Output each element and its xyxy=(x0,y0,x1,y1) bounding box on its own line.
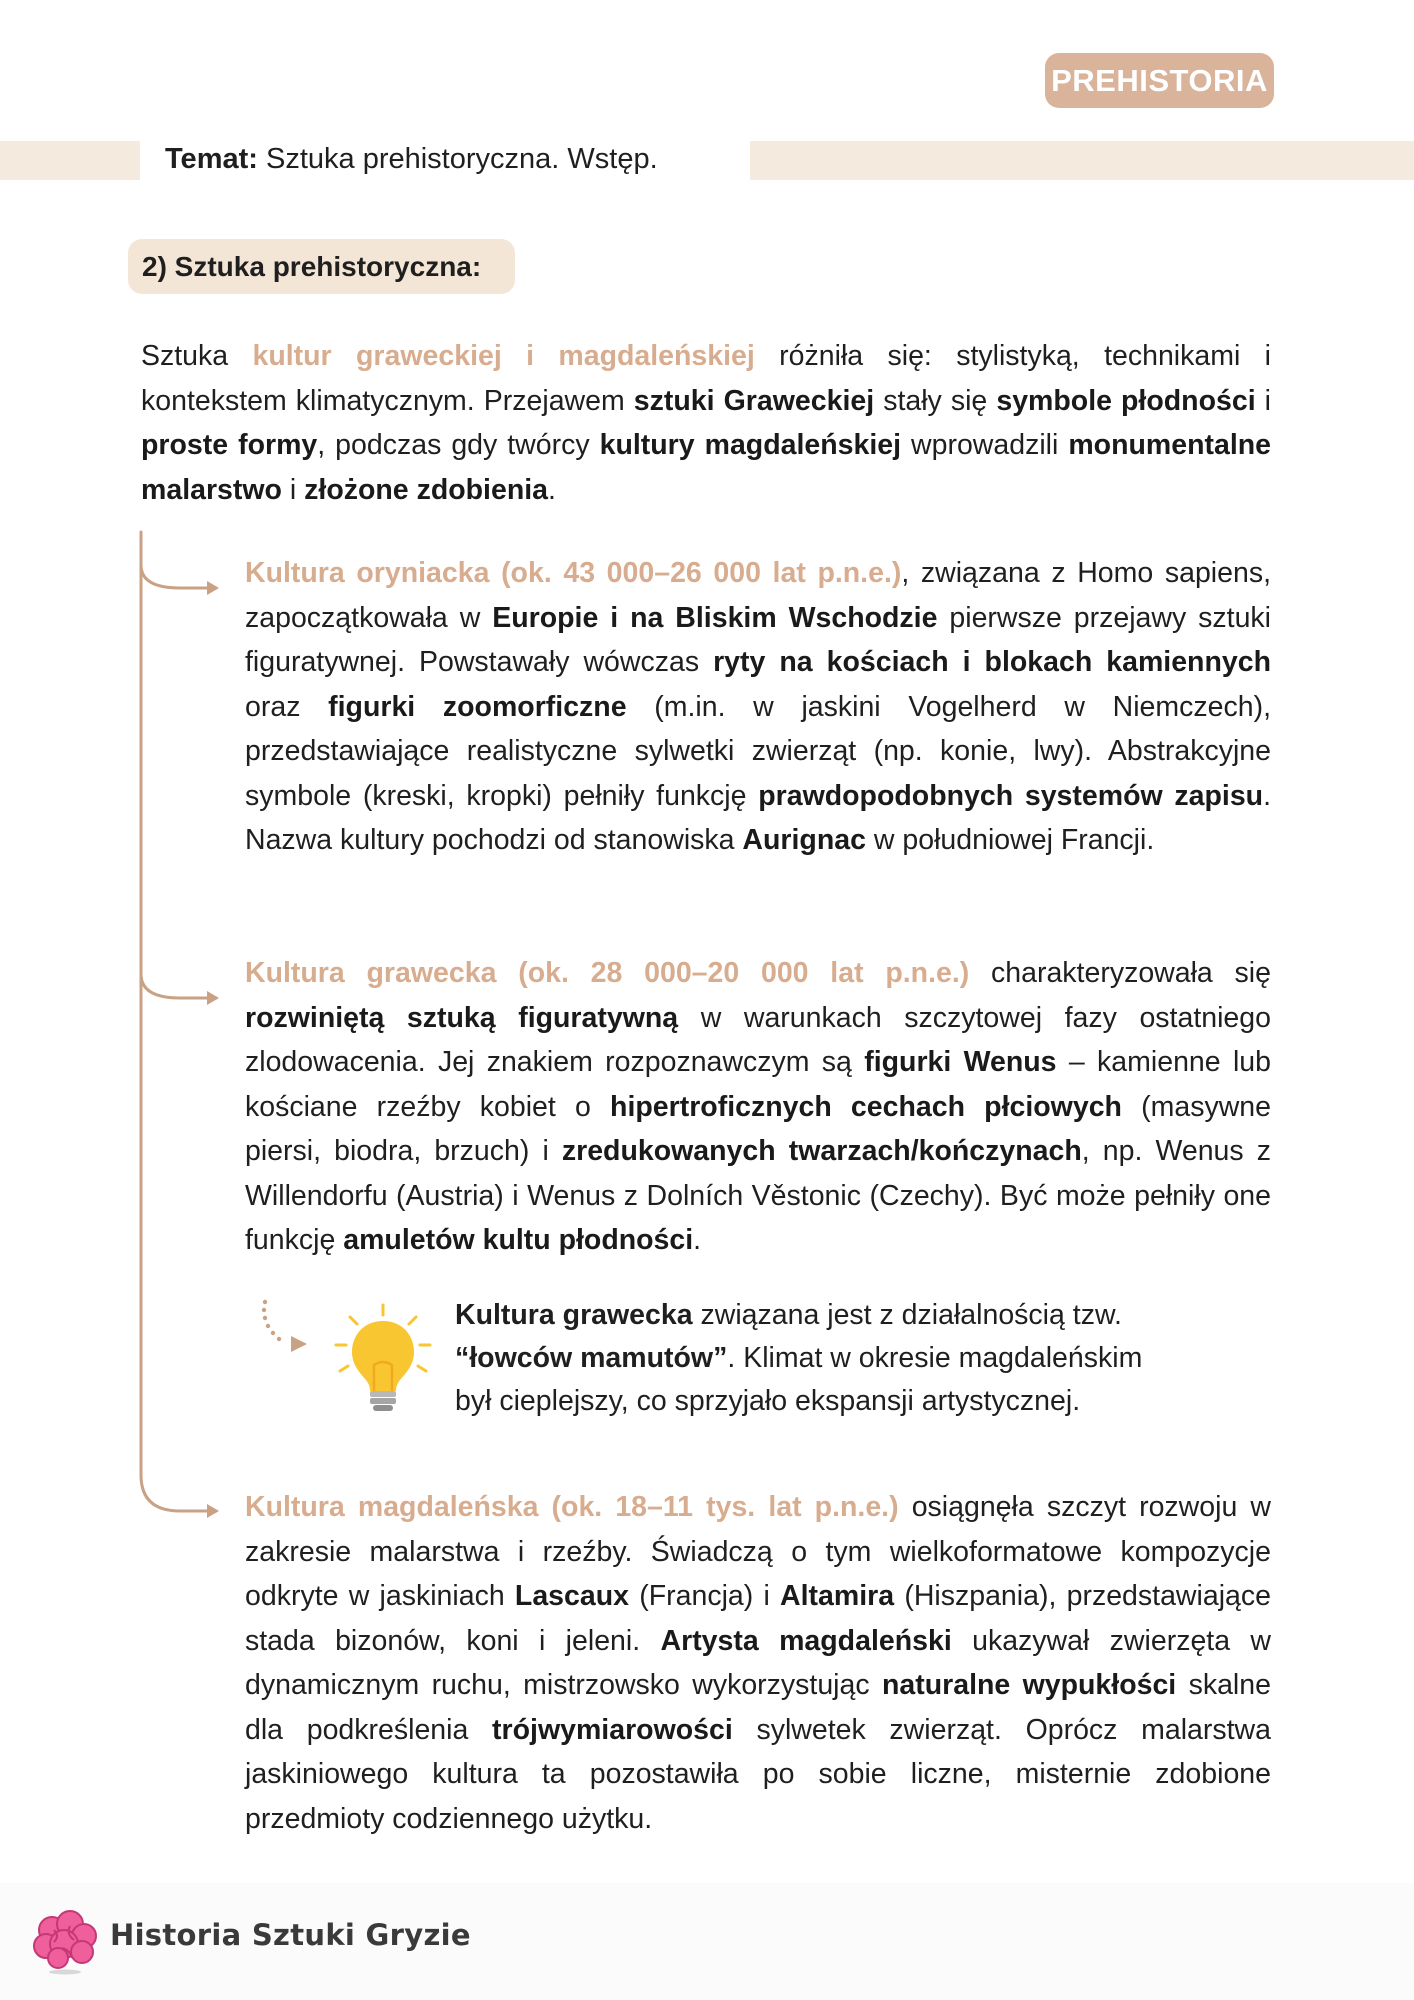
text-run: (Francja) i xyxy=(628,1580,781,1612)
text-run: . xyxy=(548,473,556,506)
bold-text: Europie i na Bliskim Wschodzie xyxy=(492,601,938,634)
brain-icon xyxy=(32,1908,98,1976)
bold-text: Kultura grawecka xyxy=(455,1299,693,1331)
accent-text: Kultura grawecka (ok. 28 000–20 000 lat p.n.e.) xyxy=(245,957,970,989)
text-run: wprowadzili xyxy=(901,429,1069,461)
text-run: różniła się: stylistyką, technikami i kontekstem klimatycznym. Przejawem xyxy=(141,340,1271,417)
bold-text: sztuki Graweckiej xyxy=(633,384,875,417)
bold-text: Artysta magdaleński xyxy=(660,1624,952,1657)
text-run: związana jest z działalnością tzw. xyxy=(692,1299,1122,1331)
grawecka-paragraph xyxy=(245,951,1271,1263)
text-run: , podczas gdy twórcy xyxy=(317,429,600,461)
text-run: . Nazwa kultury pochodzi od stanowiska xyxy=(245,779,1271,856)
note-line-3: był cieplejszy, co sprzyjało ekspansji artystycznej. xyxy=(455,1385,1081,1417)
text-run: sylwetek zwierząt. Oprócz malarstwa jaskiniowego kultura ta pozostawiła po sobie liczne, misternie zdobione przedmioty codziennego użytku. xyxy=(245,1713,1271,1835)
text-run: Sztuka xyxy=(141,340,253,372)
text-run: . Klimat w okresie magdaleńskim xyxy=(727,1342,1143,1374)
bold-text: Aurignac xyxy=(742,824,866,856)
text-run: (Hiszpania), przedstawiające stada bizonów, koni i jeleni. xyxy=(245,1580,1271,1657)
text-run: , np. Wenus z Willendorfu (Austria) i Wenus z Dolních Věstonic (Czechy). Być może pełniły one funkcję xyxy=(245,1135,1271,1256)
bold-text: kultury magdaleńskiej xyxy=(599,429,902,461)
accent-text: Kultura oryniacka (ok. 43 000–26 000 lat p.n.e.) xyxy=(245,557,902,589)
text-run: . xyxy=(693,1224,702,1256)
bold-text: “łowców mamutów” xyxy=(455,1342,728,1374)
text-run: w warunkach szczytowej fazy ostatniego zlodowacenia. Jej znakiem rozpoznawczym są xyxy=(245,1001,1271,1078)
note-box xyxy=(455,1294,1275,1423)
bold-text: amuletów kultu płodności xyxy=(343,1224,694,1256)
bold-text: trójwymiarowości xyxy=(492,1713,733,1746)
accent-text: kultur graweckiej i magdaleńskiej xyxy=(252,340,755,372)
arrow-head xyxy=(207,581,219,595)
bold-text: Altamira xyxy=(780,1580,895,1612)
section-tag: PREHISTORIA xyxy=(1045,53,1274,108)
text-run: w południowej Francji. xyxy=(865,824,1155,856)
bold-text: symbole płodności xyxy=(996,384,1256,417)
text-run: (masywne piersi, biodra, brzuch) i xyxy=(245,1090,1271,1167)
bold-text: rozwiniętą sztuką figuratywną xyxy=(245,1001,679,1034)
arrow-head xyxy=(207,991,219,1005)
brand-name: Historia Sztuki Gryzie xyxy=(110,1918,471,1952)
bold-text: Lascaux xyxy=(514,1580,629,1612)
text-run: skalne dla podkreślenia xyxy=(245,1669,1271,1746)
bold-text: figurki zoomorficzne xyxy=(328,690,627,723)
bold-text: figurki Wenus xyxy=(864,1046,1057,1078)
bold-text: ryty na kościach i blokach kamiennych xyxy=(713,646,1271,678)
text-run: ukazywał zwierzęta w dynamicznym ruchu, mistrzowsko wykorzystując xyxy=(245,1624,1271,1701)
magdalenska-paragraph xyxy=(245,1485,1271,1841)
text-run: , związana z Homo sapiens, zapoczątkowała w xyxy=(245,557,1271,634)
text-run: – kamienne lub kościane rzeźby kobiet o xyxy=(245,1046,1271,1123)
lightbulb-icon xyxy=(328,1303,438,1413)
topic-label: Temat: xyxy=(165,143,258,175)
bold-text: prawdopodobnych systemów zapisu xyxy=(758,779,1264,812)
dotted-arrow-icon xyxy=(255,1296,315,1366)
bold-text: monumentalne malarstwo xyxy=(141,429,1271,506)
note-line-1 xyxy=(455,1294,1275,1337)
text-run: stały się xyxy=(874,384,997,417)
accent-text: Kultura magdaleńska (ok. 18–11 tys. lat p.n.e.) xyxy=(245,1491,899,1523)
topic-value: Sztuka prehistoryczna. Wstęp. xyxy=(265,143,658,175)
text-run: i xyxy=(1255,384,1271,417)
oryniacka-paragraph xyxy=(245,551,1271,863)
bold-text: naturalne wypukłości xyxy=(881,1669,1177,1701)
bold-text: zredukowanych twarzach/kończynach xyxy=(561,1135,1082,1167)
section-heading: 2) Sztuka prehistoryczna: xyxy=(128,239,515,294)
bold-text: złożone zdobienia xyxy=(304,473,548,506)
bold-text: hipertroficznych cechach płciowych xyxy=(610,1090,1122,1123)
text-run: i xyxy=(281,473,305,506)
text-run: osiągnęła szczyt rozwoju w zakresie malarstwa i rzeźby. Świadczą o tym wielkoformatowe kompozycje odkryte w jaskiniach xyxy=(245,1491,1271,1612)
arrow-head xyxy=(207,1504,219,1518)
text-run: oraz xyxy=(245,690,329,723)
text-run: (m.in. w jaskini Vogelherd w Niemczech), przedstawiające realistyczne sylwetki zwierząt (np. konie, lwy). Abstrakcyjne symbole (kreski, kropki) pełniły funkcję xyxy=(245,690,1271,812)
note-line-2 xyxy=(455,1337,1275,1380)
text-run: pierwsze przejawy sztuki figuratywnej. Powstawały wówczas xyxy=(245,601,1272,678)
text-run: charakteryzowała się xyxy=(969,957,1271,989)
bold-text: proste formy xyxy=(141,429,318,461)
